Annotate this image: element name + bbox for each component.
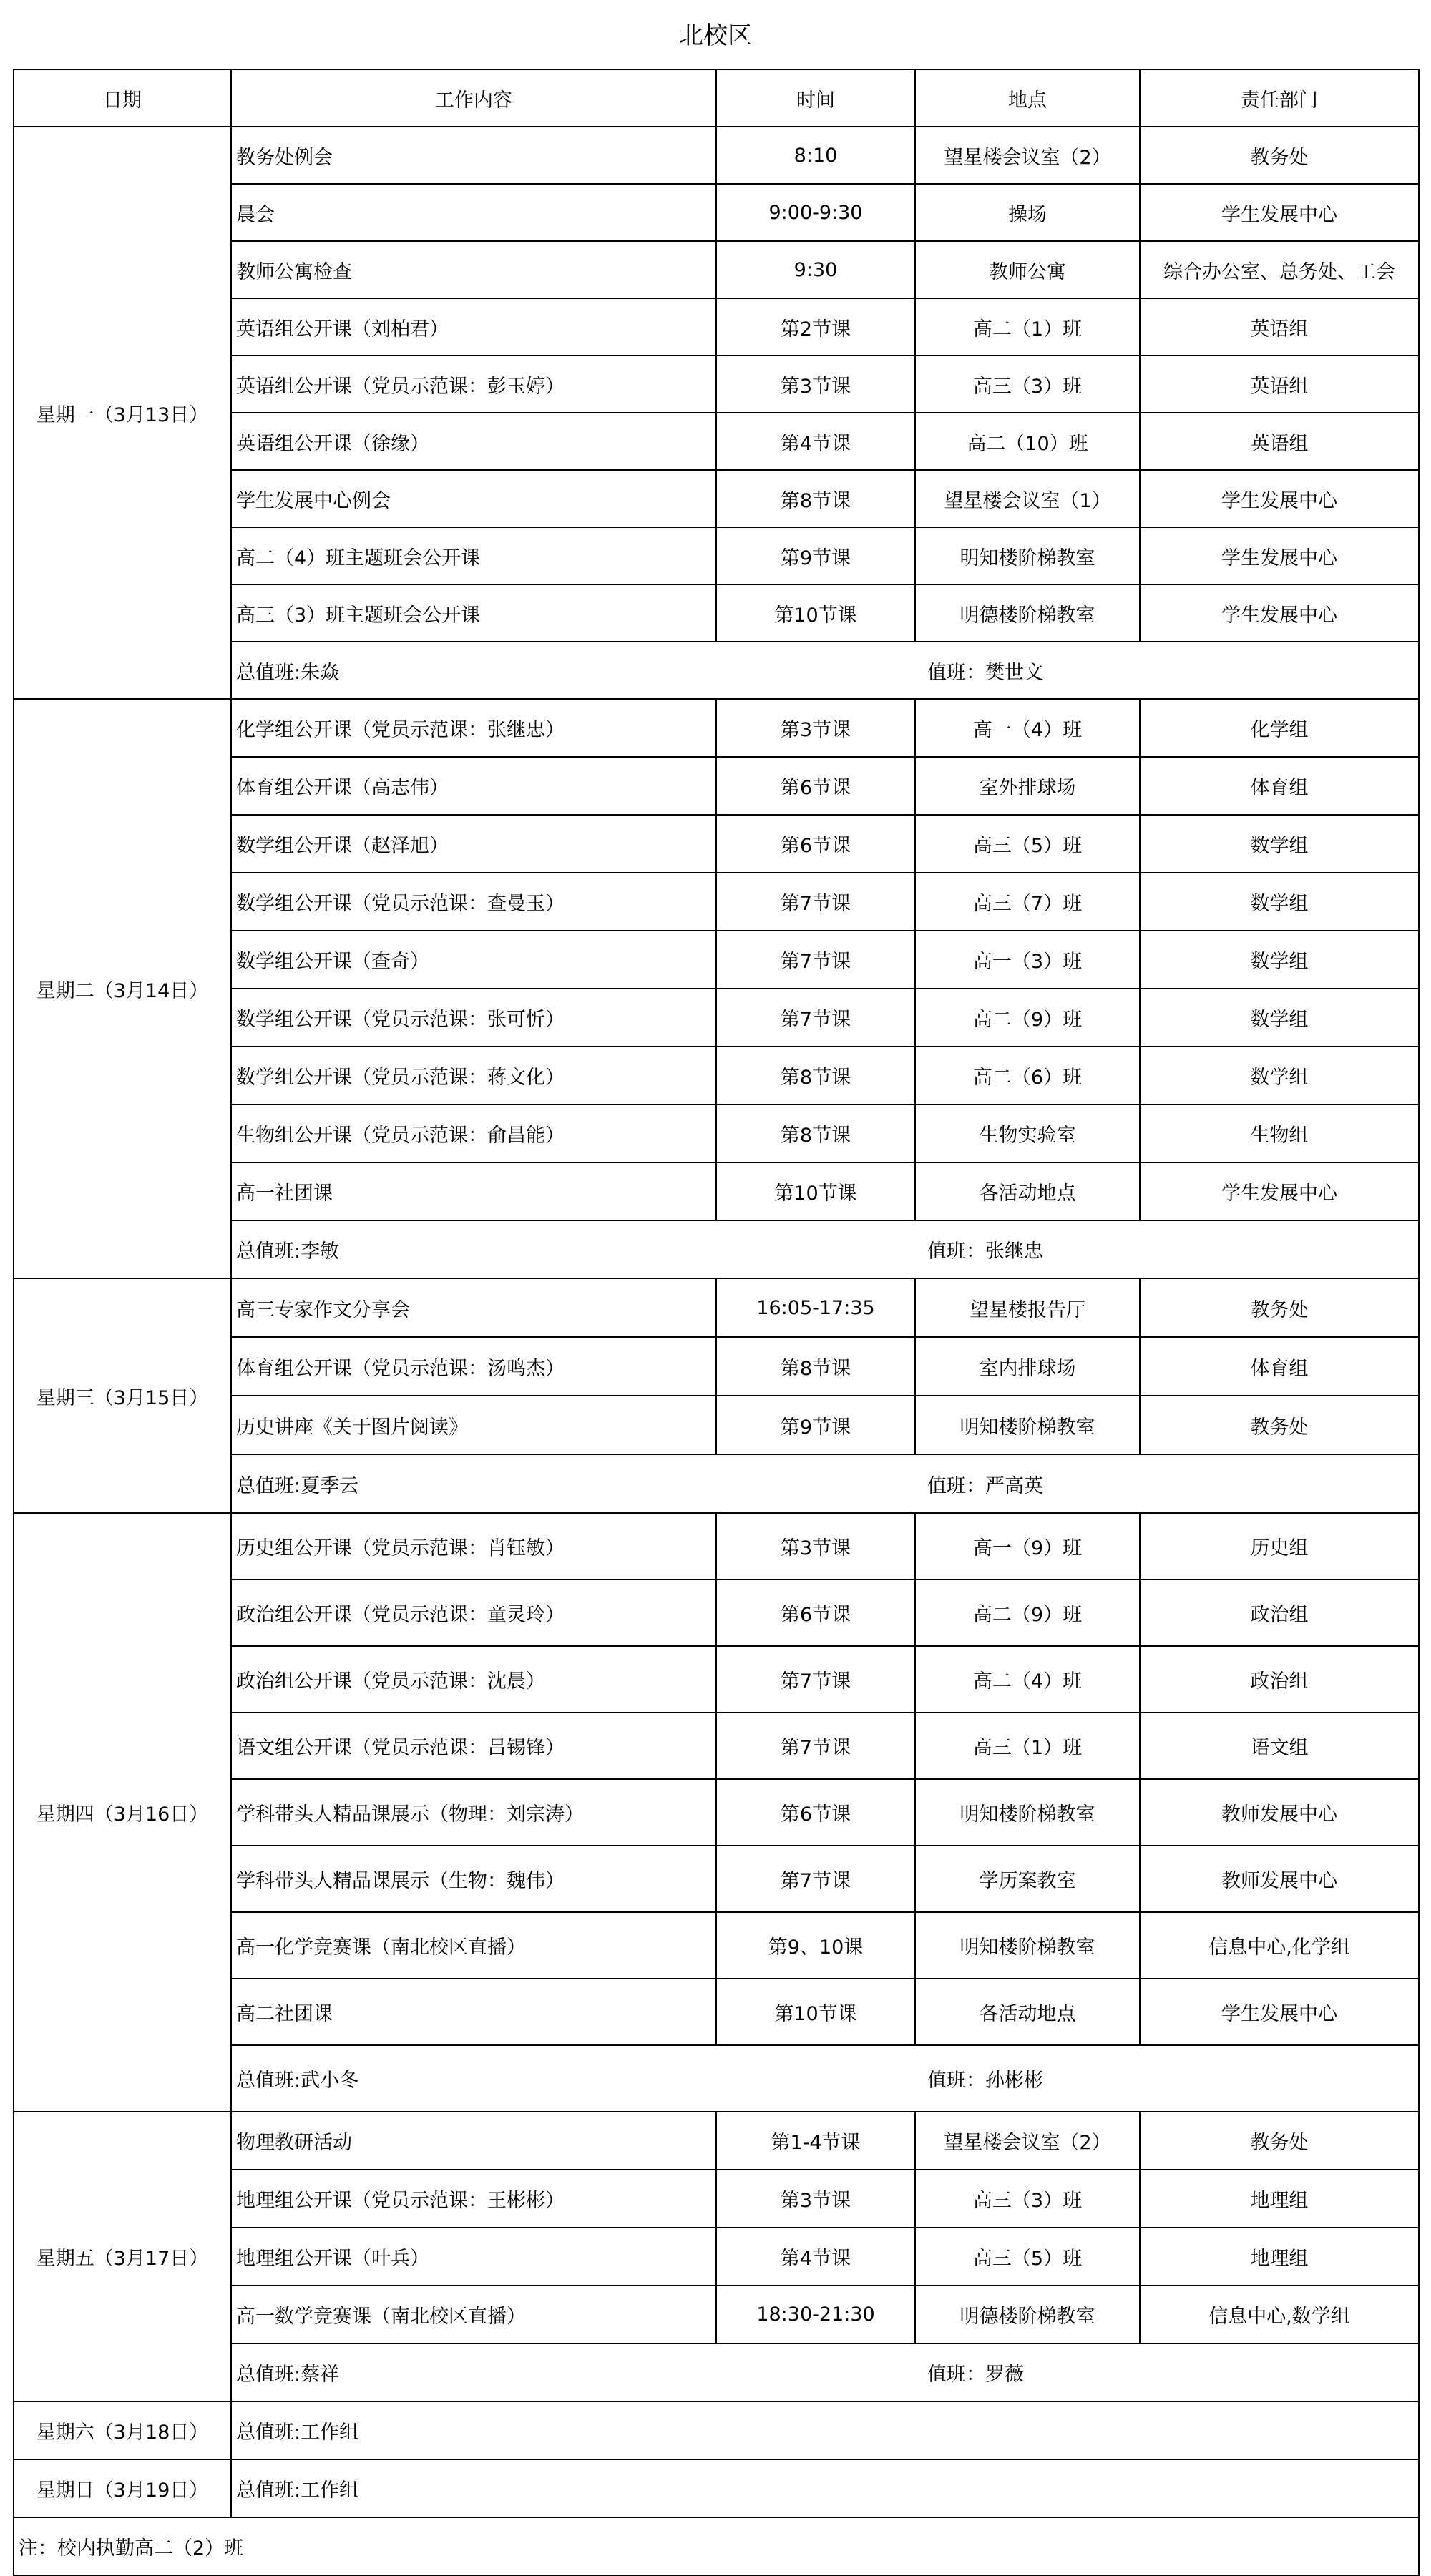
place-cell: 明德楼阶梯教室 <box>915 584 1140 642</box>
time-cell: 第9节课 <box>716 1396 915 1454</box>
dept-cell: 学生发展中心 <box>1140 184 1419 241</box>
dept-cell: 教务处 <box>1140 1396 1419 1454</box>
duty-cell <box>231 1454 1419 1513</box>
duty-staff: 值班：严高英 <box>927 1474 1043 1497</box>
dept-cell: 生物组 <box>1140 1105 1419 1162</box>
header-date: 日期 <box>14 69 231 127</box>
dept-cell: 数学组 <box>1140 1047 1419 1105</box>
time-cell: 第4节课 <box>716 413 915 470</box>
weekend-row <box>14 2459 1419 2517</box>
time-cell: 第8节课 <box>716 1337 915 1396</box>
place-cell: 明知楼阶梯教室 <box>915 527 1140 584</box>
duty-staff: 值班：樊世文 <box>927 661 1043 684</box>
time-cell: 第3节课 <box>716 2170 915 2228</box>
dept-cell: 教师发展中心 <box>1140 1779 1419 1846</box>
time-cell: 第6节课 <box>716 1779 915 1846</box>
time-cell: 第6节课 <box>716 815 915 873</box>
dept-cell: 学生发展中心 <box>1140 470 1419 527</box>
time-cell: 18:30-21:30 <box>716 2286 915 2344</box>
place-cell: 望星楼会议室（2） <box>915 2112 1140 2170</box>
schedule-body <box>14 127 1419 2575</box>
page-title: 北校区 <box>679 21 752 50</box>
dept-cell: 学生发展中心 <box>1140 1979 1419 2045</box>
work-cell: 晨会 <box>231 184 716 241</box>
place-cell: 高一（4）班 <box>915 699 1140 757</box>
work-cell: 英语组公开课（徐缘） <box>231 413 716 470</box>
work-cell: 历史组公开课（党员示范课：肖钰敏） <box>231 1513 716 1580</box>
place-cell: 高二（4）班 <box>915 1646 1140 1713</box>
time-cell: 第10节课 <box>716 1979 915 2045</box>
dept-cell: 教师发展中心 <box>1140 1846 1419 1912</box>
place-cell: 高三（1）班 <box>915 1713 1140 1779</box>
place-cell: 高二（9）班 <box>915 1580 1140 1646</box>
table-row <box>14 699 1419 757</box>
header-dept: 责任部门 <box>1140 69 1419 127</box>
time-cell: 第7节课 <box>716 1846 915 1912</box>
place-cell: 高一（3）班 <box>915 931 1140 989</box>
day-cell: 星期日（3月19日） <box>14 2459 231 2517</box>
dept-cell: 信息中心,数学组 <box>1140 2286 1419 2344</box>
dept-cell: 数学组 <box>1140 989 1419 1047</box>
day-cell: 星期二（3月14日） <box>14 699 231 1278</box>
place-cell: 各活动地点 <box>915 1979 1140 2045</box>
dept-cell: 英语组 <box>1140 298 1419 356</box>
duty-total: 总值班:蔡祥 <box>236 2364 340 2386</box>
dept-cell: 英语组 <box>1140 413 1419 470</box>
place-cell: 高三（5）班 <box>915 2228 1140 2286</box>
place-cell: 望星楼会议室（2） <box>915 127 1140 184</box>
work-cell: 高三（3）班主题班会公开课 <box>231 584 716 642</box>
dept-cell: 地理组 <box>1140 2228 1419 2286</box>
dept-cell: 教务处 <box>1140 2112 1419 2170</box>
schedule-table <box>13 69 1420 2576</box>
dept-cell: 体育组 <box>1140 757 1419 815</box>
place-cell: 室内排球场 <box>915 1337 1140 1396</box>
work-cell: 地理组公开课（党员示范课：王彬彬） <box>231 2170 716 2228</box>
work-cell: 学科带头人精品课展示（物理：刘宗涛） <box>231 1779 716 1846</box>
work-cell: 数学组公开课（党员示范课：蒋文化） <box>231 1047 716 1105</box>
dept-cell: 英语组 <box>1140 356 1419 413</box>
duty-total: 总值班:工作组 <box>231 2401 1419 2459</box>
work-cell: 学生发展中心例会 <box>231 470 716 527</box>
day-cell: 星期三（3月15日） <box>14 1278 231 1513</box>
work-cell: 高三专家作文分享会 <box>231 1278 716 1337</box>
place-cell: 高三（5）班 <box>915 815 1140 873</box>
time-cell: 第8节课 <box>716 1047 915 1105</box>
duty-total: 总值班:武小冬 <box>236 2070 359 2092</box>
dept-cell: 语文组 <box>1140 1713 1419 1779</box>
place-cell: 高二（10）班 <box>915 413 1140 470</box>
time-cell: 第8节课 <box>716 1105 915 1162</box>
time-cell: 第7节课 <box>716 1646 915 1713</box>
work-cell: 体育组公开课（党员示范课：汤鸣杰） <box>231 1337 716 1396</box>
work-cell: 高一化学竞赛课（南北校区直播） <box>231 1912 716 1979</box>
time-cell: 第6节课 <box>716 1580 915 1646</box>
time-cell: 第1-4节课 <box>716 2112 915 2170</box>
dept-cell: 地理组 <box>1140 2170 1419 2228</box>
time-cell: 第8节课 <box>716 470 915 527</box>
work-cell: 数学组公开课（党员示范课：查曼玉） <box>231 873 716 931</box>
place-cell: 明知楼阶梯教室 <box>915 1396 1140 1454</box>
weekend-row <box>14 2401 1419 2459</box>
dept-cell: 化学组 <box>1140 699 1419 757</box>
time-cell: 第4节课 <box>716 2228 915 2286</box>
place-cell: 高三（7）班 <box>915 873 1140 931</box>
time-cell: 9:30 <box>716 241 915 298</box>
duty-staff: 值班：张继忠 <box>927 1240 1043 1263</box>
place-cell: 明知楼阶梯教室 <box>915 1912 1140 1979</box>
place-cell: 高二（6）班 <box>915 1047 1140 1105</box>
day-cell: 星期六（3月18日） <box>14 2401 231 2459</box>
duty-cell <box>231 1220 1419 1278</box>
duty-staff: 值班：孙彬彬 <box>927 2070 1043 2092</box>
time-cell: 第3节课 <box>716 699 915 757</box>
time-cell: 第7节课 <box>716 1713 915 1779</box>
table-row <box>14 2112 1419 2170</box>
dept-cell: 学生发展中心 <box>1140 527 1419 584</box>
place-cell: 高二（1）班 <box>915 298 1140 356</box>
place-cell: 明知楼阶梯教室 <box>915 1779 1140 1846</box>
place-cell: 各活动地点 <box>915 1162 1140 1220</box>
note-row <box>14 2517 1419 2575</box>
dept-cell: 数学组 <box>1140 931 1419 989</box>
dept-cell: 综合办公室、总务处、工会 <box>1140 241 1419 298</box>
place-cell: 高一（9）班 <box>915 1513 1140 1580</box>
dept-cell: 信息中心,化学组 <box>1140 1912 1419 1979</box>
time-cell: 8:10 <box>716 127 915 184</box>
dept-cell: 教务处 <box>1140 127 1419 184</box>
place-cell: 教师公寓 <box>915 241 1140 298</box>
note-cell: 注：校内执勤高二（2）班 <box>14 2517 1419 2575</box>
header-row <box>14 69 1419 127</box>
time-cell: 9:00-9:30 <box>716 184 915 241</box>
duty-total: 总值班:朱焱 <box>236 661 340 684</box>
place-cell: 生物实验室 <box>915 1105 1140 1162</box>
duty-total: 总值班:工作组 <box>231 2459 1419 2517</box>
duty-total: 总值班:李敏 <box>236 1240 340 1263</box>
work-cell: 物理教研活动 <box>231 2112 716 2170</box>
header-place: 地点 <box>915 69 1140 127</box>
time-cell: 第7节课 <box>716 931 915 989</box>
duty-total: 总值班:夏季云 <box>236 1474 359 1497</box>
dept-cell: 学生发展中心 <box>1140 584 1419 642</box>
duty-cell <box>231 642 1419 699</box>
time-cell: 第2节课 <box>716 298 915 356</box>
dept-cell: 历史组 <box>1140 1513 1419 1580</box>
time-cell: 第3节课 <box>716 356 915 413</box>
work-cell: 数学组公开课（查奇） <box>231 931 716 989</box>
header-work: 工作内容 <box>231 69 716 127</box>
time-cell: 第9、10课 <box>716 1912 915 1979</box>
dept-cell: 数学组 <box>1140 873 1419 931</box>
day-cell: 星期五（3月17日） <box>14 2112 231 2401</box>
work-cell: 教务处例会 <box>231 127 716 184</box>
work-cell: 政治组公开课（党员示范课：童灵玲） <box>231 1580 716 1646</box>
time-cell: 第10节课 <box>716 584 915 642</box>
place-cell: 望星楼报告厅 <box>915 1278 1140 1337</box>
time-cell: 第9节课 <box>716 527 915 584</box>
work-cell: 历史讲座《关于图片阅读》 <box>231 1396 716 1454</box>
place-cell: 明德楼阶梯教室 <box>915 2286 1140 2344</box>
time-cell: 第6节课 <box>716 757 915 815</box>
work-cell: 语文组公开课（党员示范课：吕锡锋） <box>231 1713 716 1779</box>
work-cell: 高一社团课 <box>231 1162 716 1220</box>
work-cell: 教师公寓检查 <box>231 241 716 298</box>
duty-cell <box>231 2344 1419 2401</box>
place-cell: 高三（3）班 <box>915 356 1140 413</box>
work-cell: 化学组公开课（党员示范课：张继忠） <box>231 699 716 757</box>
place-cell: 望星楼会议室（1） <box>915 470 1140 527</box>
duty-cell <box>231 2045 1419 2112</box>
work-cell: 学科带头人精品课展示（生物：魏伟） <box>231 1846 716 1912</box>
work-cell: 英语组公开课（刘柏君） <box>231 298 716 356</box>
place-cell: 高三（3）班 <box>915 2170 1140 2228</box>
work-cell: 高二社团课 <box>231 1979 716 2045</box>
day-cell: 星期一（3月13日） <box>14 127 231 699</box>
time-cell: 第3节课 <box>716 1513 915 1580</box>
time-cell: 第10节课 <box>716 1162 915 1220</box>
work-cell: 政治组公开课（党员示范课：沈晨） <box>231 1646 716 1713</box>
duty-staff: 值班：罗薇 <box>927 2364 1024 2386</box>
place-cell: 室外排球场 <box>915 757 1140 815</box>
day-cell: 星期四（3月16日） <box>14 1513 231 2112</box>
work-cell: 体育组公开课（高志伟） <box>231 757 716 815</box>
dept-cell: 政治组 <box>1140 1646 1419 1713</box>
dept-cell: 数学组 <box>1140 815 1419 873</box>
time-cell: 第7节课 <box>716 873 915 931</box>
place-cell: 高二（9）班 <box>915 989 1140 1047</box>
dept-cell: 学生发展中心 <box>1140 1162 1419 1220</box>
table-row <box>14 127 1419 184</box>
time-cell: 第7节课 <box>716 989 915 1047</box>
time-cell: 16:05-17:35 <box>716 1278 915 1337</box>
work-cell: 高二（4）班主题班会公开课 <box>231 527 716 584</box>
dept-cell: 体育组 <box>1140 1337 1419 1396</box>
dept-cell: 教务处 <box>1140 1278 1419 1337</box>
work-cell: 地理组公开课（叶兵） <box>231 2228 716 2286</box>
place-cell: 学历案教室 <box>915 1846 1140 1912</box>
work-cell: 数学组公开课（赵泽旭） <box>231 815 716 873</box>
work-cell: 生物组公开课（党员示范课：俞昌能） <box>231 1105 716 1162</box>
place-cell: 操场 <box>915 184 1140 241</box>
table-row <box>14 1513 1419 1580</box>
header-time: 时间 <box>716 69 915 127</box>
table-row <box>14 1278 1419 1337</box>
work-cell: 数学组公开课（党员示范课：张可忻） <box>231 989 716 1047</box>
work-cell: 英语组公开课（党员示范课：彭玉婷） <box>231 356 716 413</box>
dept-cell: 政治组 <box>1140 1580 1419 1646</box>
work-cell: 高一数学竞赛课（南北校区直播） <box>231 2286 716 2344</box>
